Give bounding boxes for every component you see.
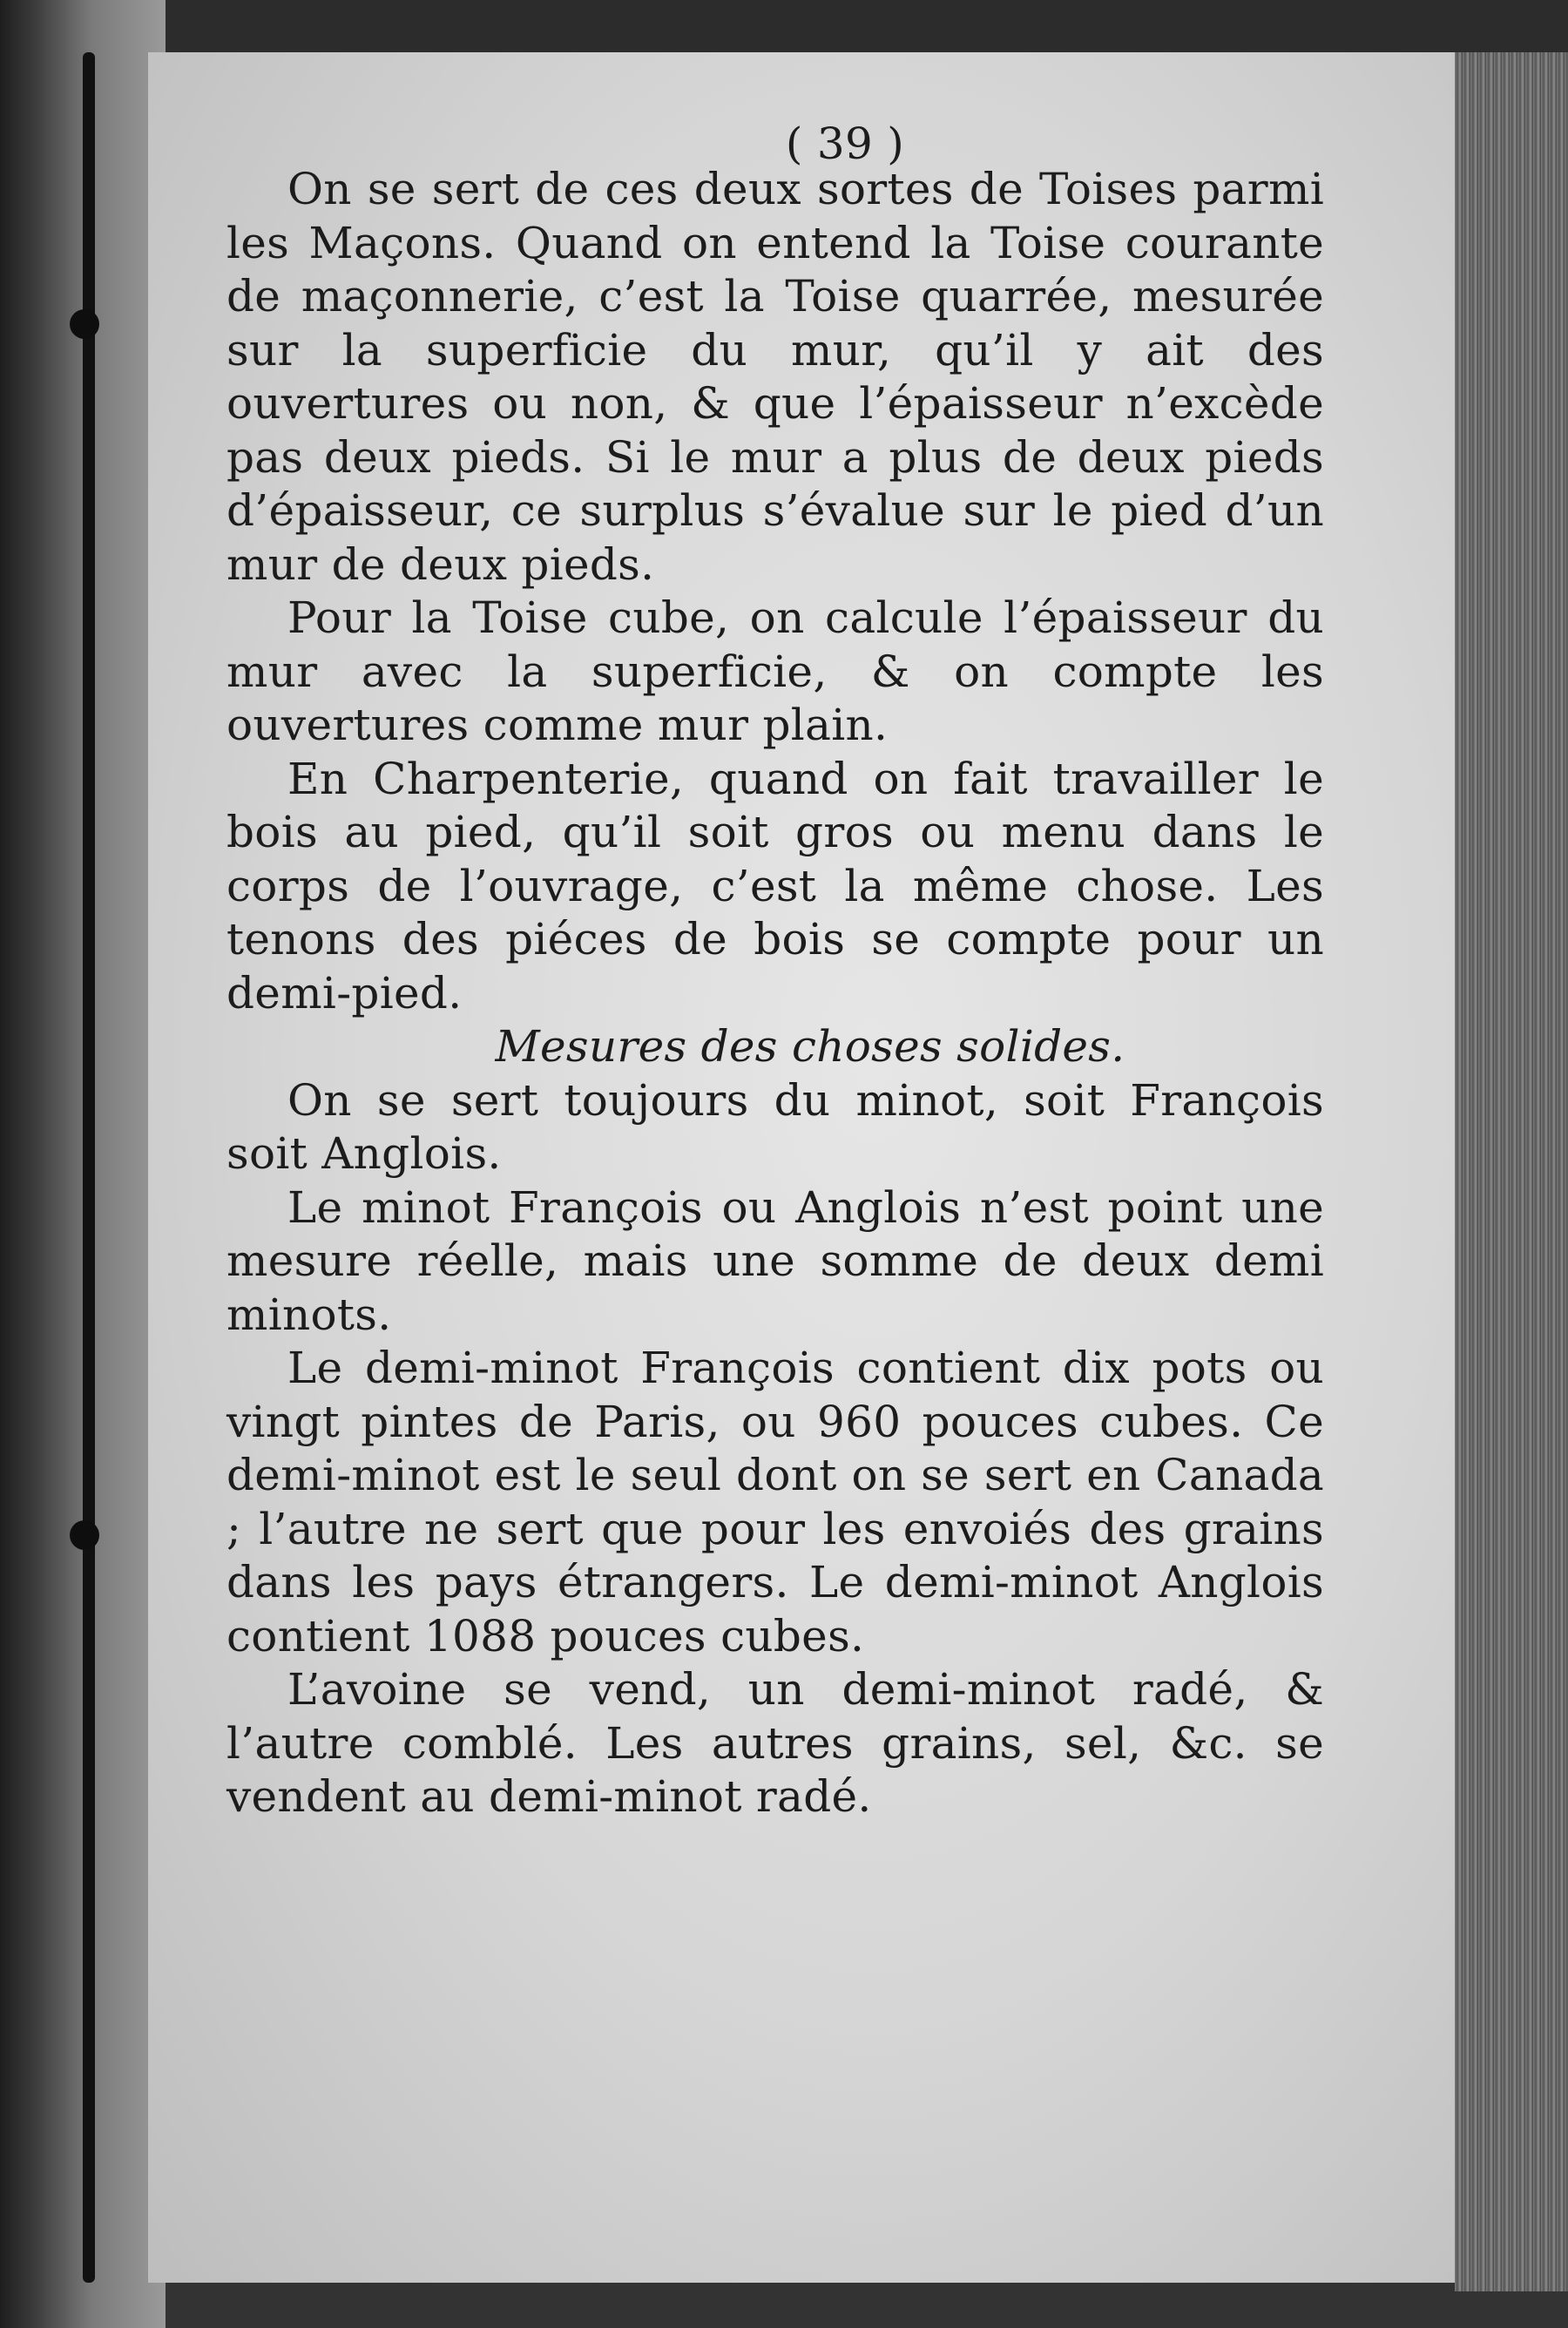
section-heading: Mesures des choses solides. [495, 1021, 1125, 1072]
paragraph: L’avoine se vend, un demi-minot radé, & l’autre comblé. Les autres grains, sel, &c. se vendent au demi-minot radé. [226, 1664, 1324, 1822]
text-block [226, 118, 1324, 1824]
binding-stitch [70, 1520, 99, 1550]
binding-line [83, 52, 95, 2283]
paragraph: En Charpenterie, quand on fait travailler le bois au pied, qu’il soit gros ou menu dans le corps de l’ouvrage, c’est la même chose. Les tenons des piéces de bois se compte pour un demi-pied. [226, 753, 1324, 1018]
paragraph: On se sert toujours du minot, soit François soit Anglois. [226, 1074, 1324, 1179]
paragraph: Le minot François ou Anglois n’est point une mesure réelle, mais une somme de deux demi minots. [226, 1181, 1324, 1340]
page-number: ( 39 ) [785, 118, 905, 169]
paragraph: On se sert de ces deux sortes de Toises parmi les Maçons. Quand on entend la Toise courante de maçonnerie, c’est la Toise quarrée, mesurée sur la superficie du mur, qu’il y ait des ouvertures ou non, & que l’épaisseur n’excède pas deux pieds. Si le mur a plus de deux pieds d’épaisseur, ce surplus s’évalue sur le pied d’un mur de deux pieds. [226, 164, 1324, 590]
paragraph: Pour la Toise cube, on calcule l’épaisseur du mur avec la superficie, & on compte les ouvertures comme mur plain. [226, 592, 1324, 750]
paragraph: Le demi-minot François contient dix pots ou vingt pintes de Paris, ou 960 pouces cubes. Ce demi-minot est le seul dont on se sert en Canada ; l’autre ne sert que pour les envoiés des grains dans les pays étrangers. Le demi-minot Anglois contient 1088 pouces cubes. [226, 1343, 1324, 1661]
page-edges [1455, 52, 1568, 2291]
binding-stitch [70, 309, 99, 339]
